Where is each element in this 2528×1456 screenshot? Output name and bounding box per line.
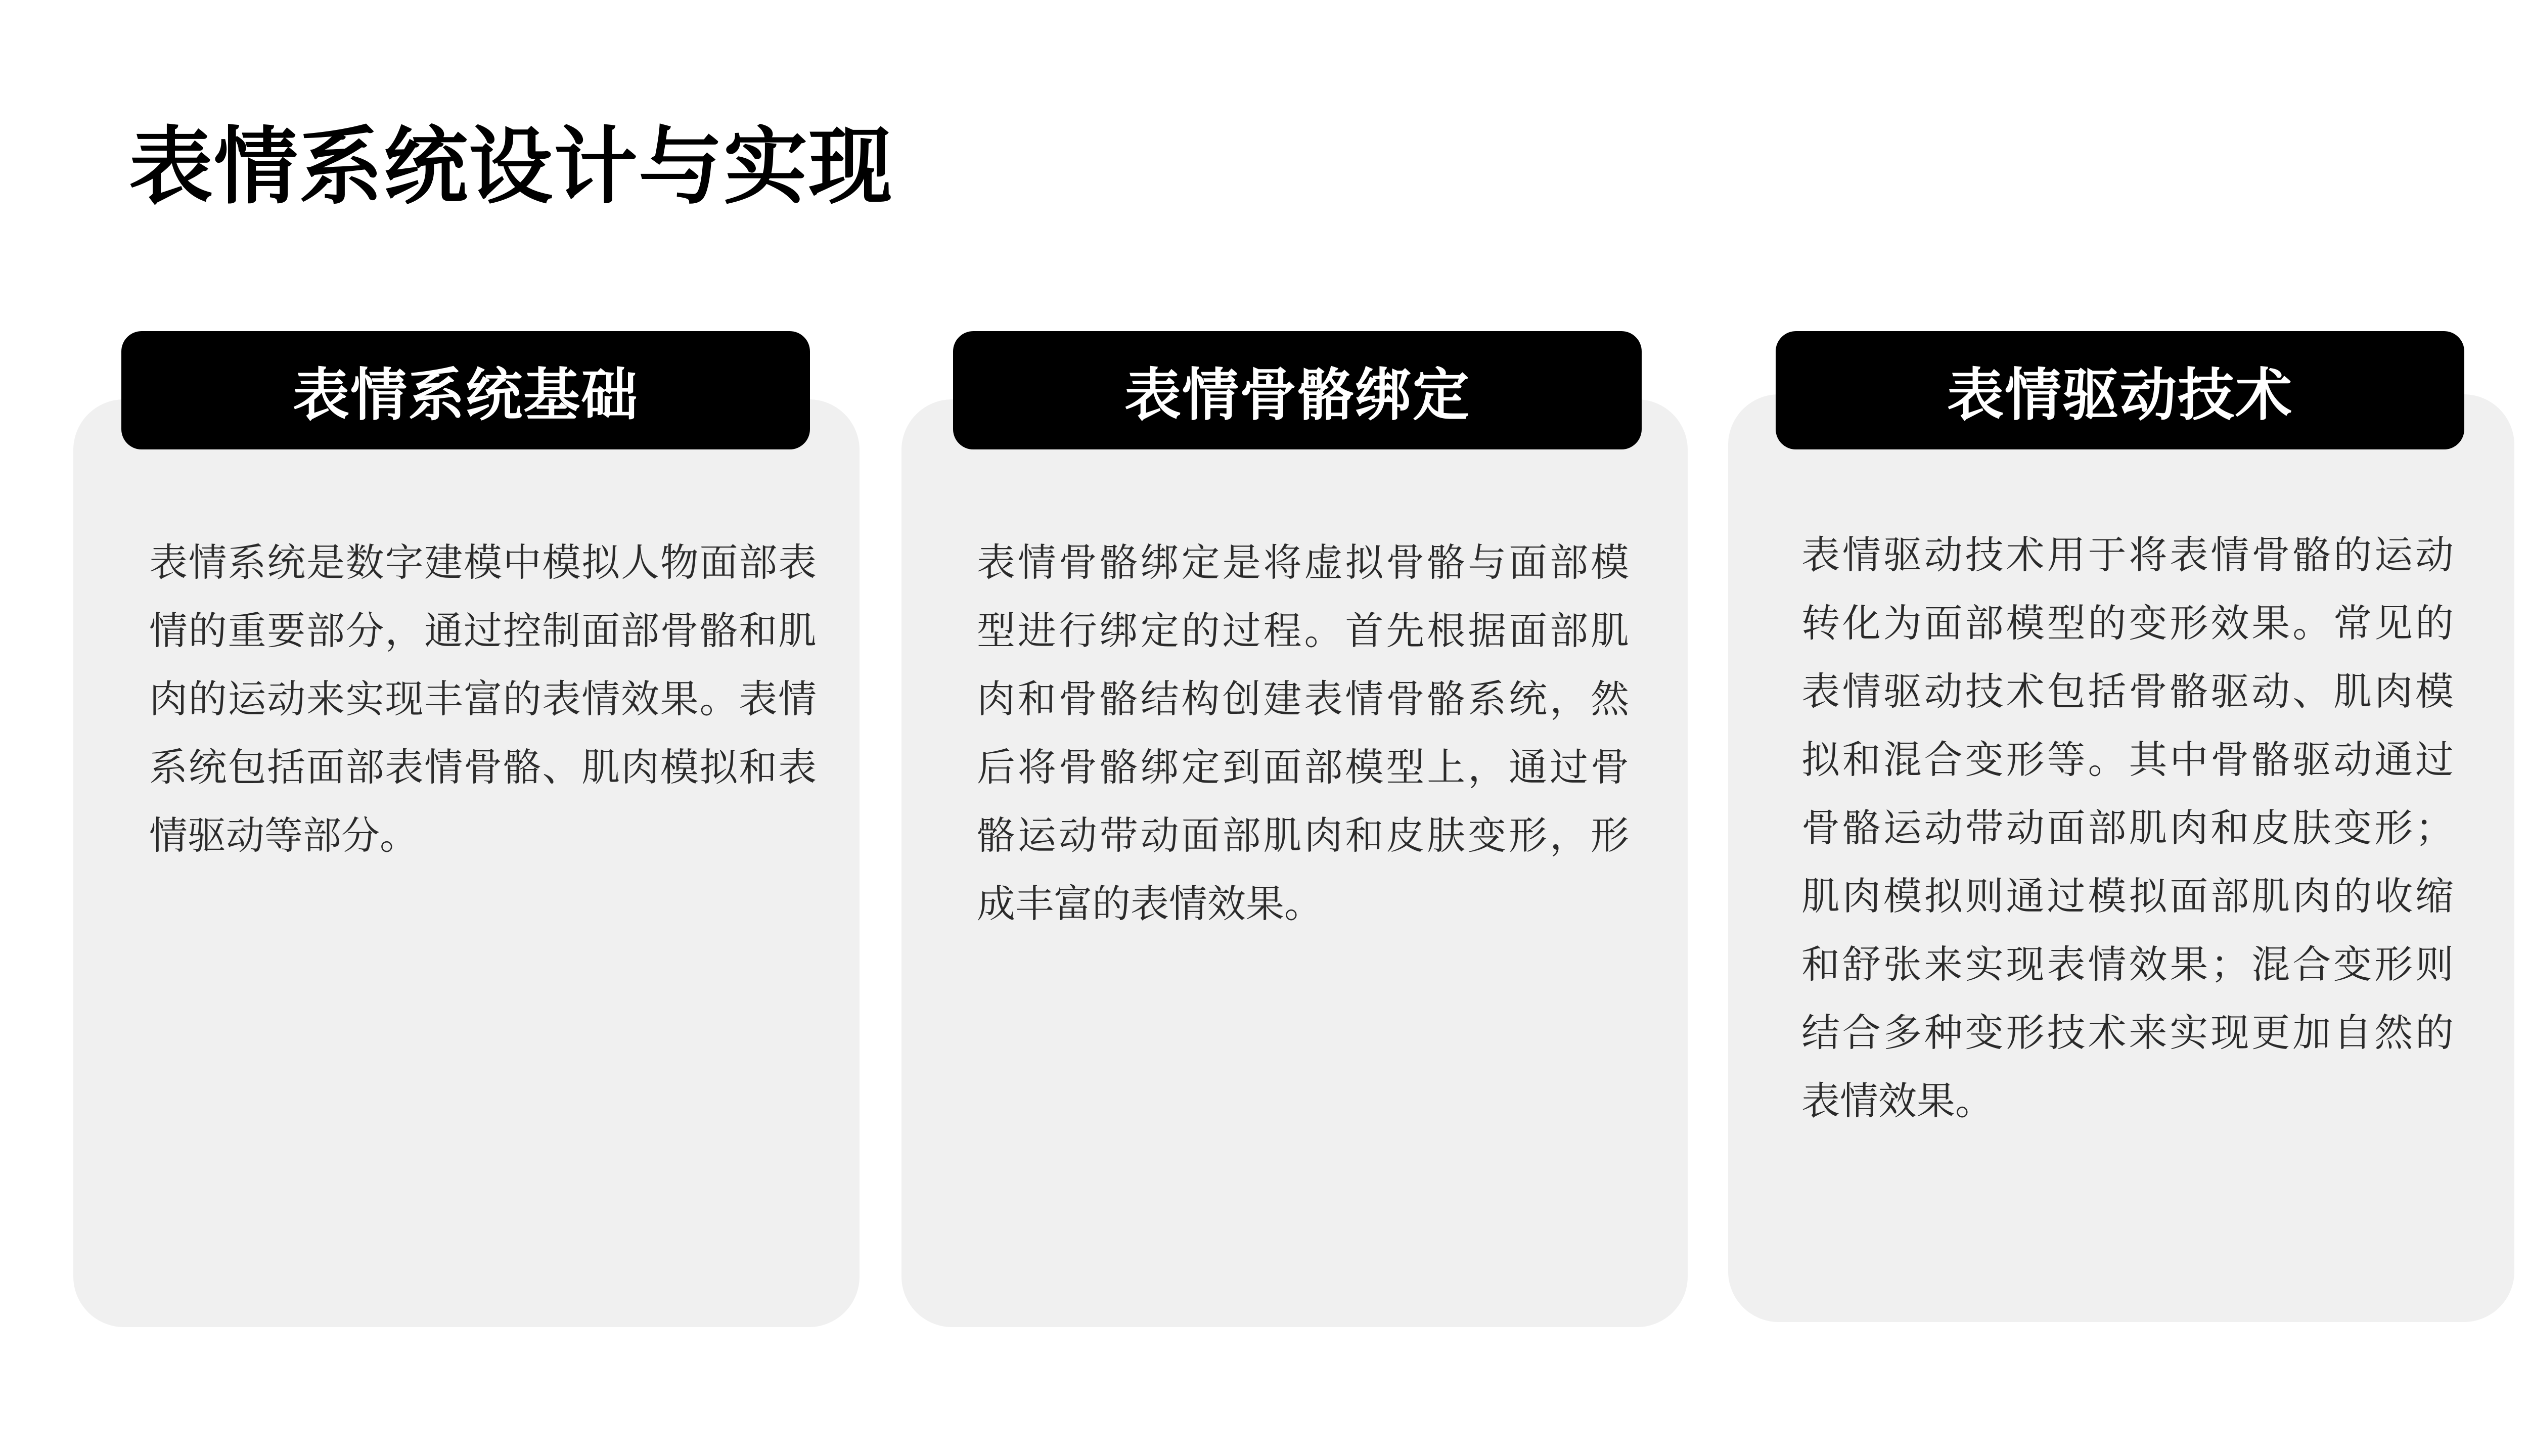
card-text-expression-driving-technology: 表情驱动技术用于将表情骨骼的运动转化为面部模型的变形效果。常见的表情驱动技术包括骨骼驱动、肌肉模拟和混合变形等。其中骨骼驱动通过骨骼运动带动面部肌肉和皮肤变形；肌肉模拟则通过模拟面部肌肉的收缩和舒张来实现表情效果；混合变形则结合多种变形技术来实现更加自然的表情效果。 bbox=[1801, 532, 2454, 1123]
card-heading-expression-system-basics: 表情系统基础 bbox=[121, 331, 810, 449]
card-heading-expression-bone-binding: 表情骨骼绑定 bbox=[953, 331, 1642, 449]
page-title: 表情系统设计与实现 bbox=[129, 117, 893, 216]
card-text-expression-system-basics: 表情系统是数字建模中模拟人物面部表情的重要部分，通过控制面部骨骼和肌肉的运动来实现丰富的表情效果。表情系统包括面部表情骨骼、肌肉模拟和表情驱动等部分。 bbox=[149, 540, 817, 858]
card-text-expression-bone-binding: 表情骨骼绑定是将虚拟骨骼与面部模型进行绑定的过程。首先根据面部肌肉和骨骼结构创建表情骨骼系统，然后将骨骼绑定到面部模型上，通过骨骼运动带动面部肌肉和皮肤变形，形成丰富的表情效果。 bbox=[977, 540, 1629, 926]
card-heading-expression-driving-technology: 表情驱动技术 bbox=[1776, 331, 2464, 449]
